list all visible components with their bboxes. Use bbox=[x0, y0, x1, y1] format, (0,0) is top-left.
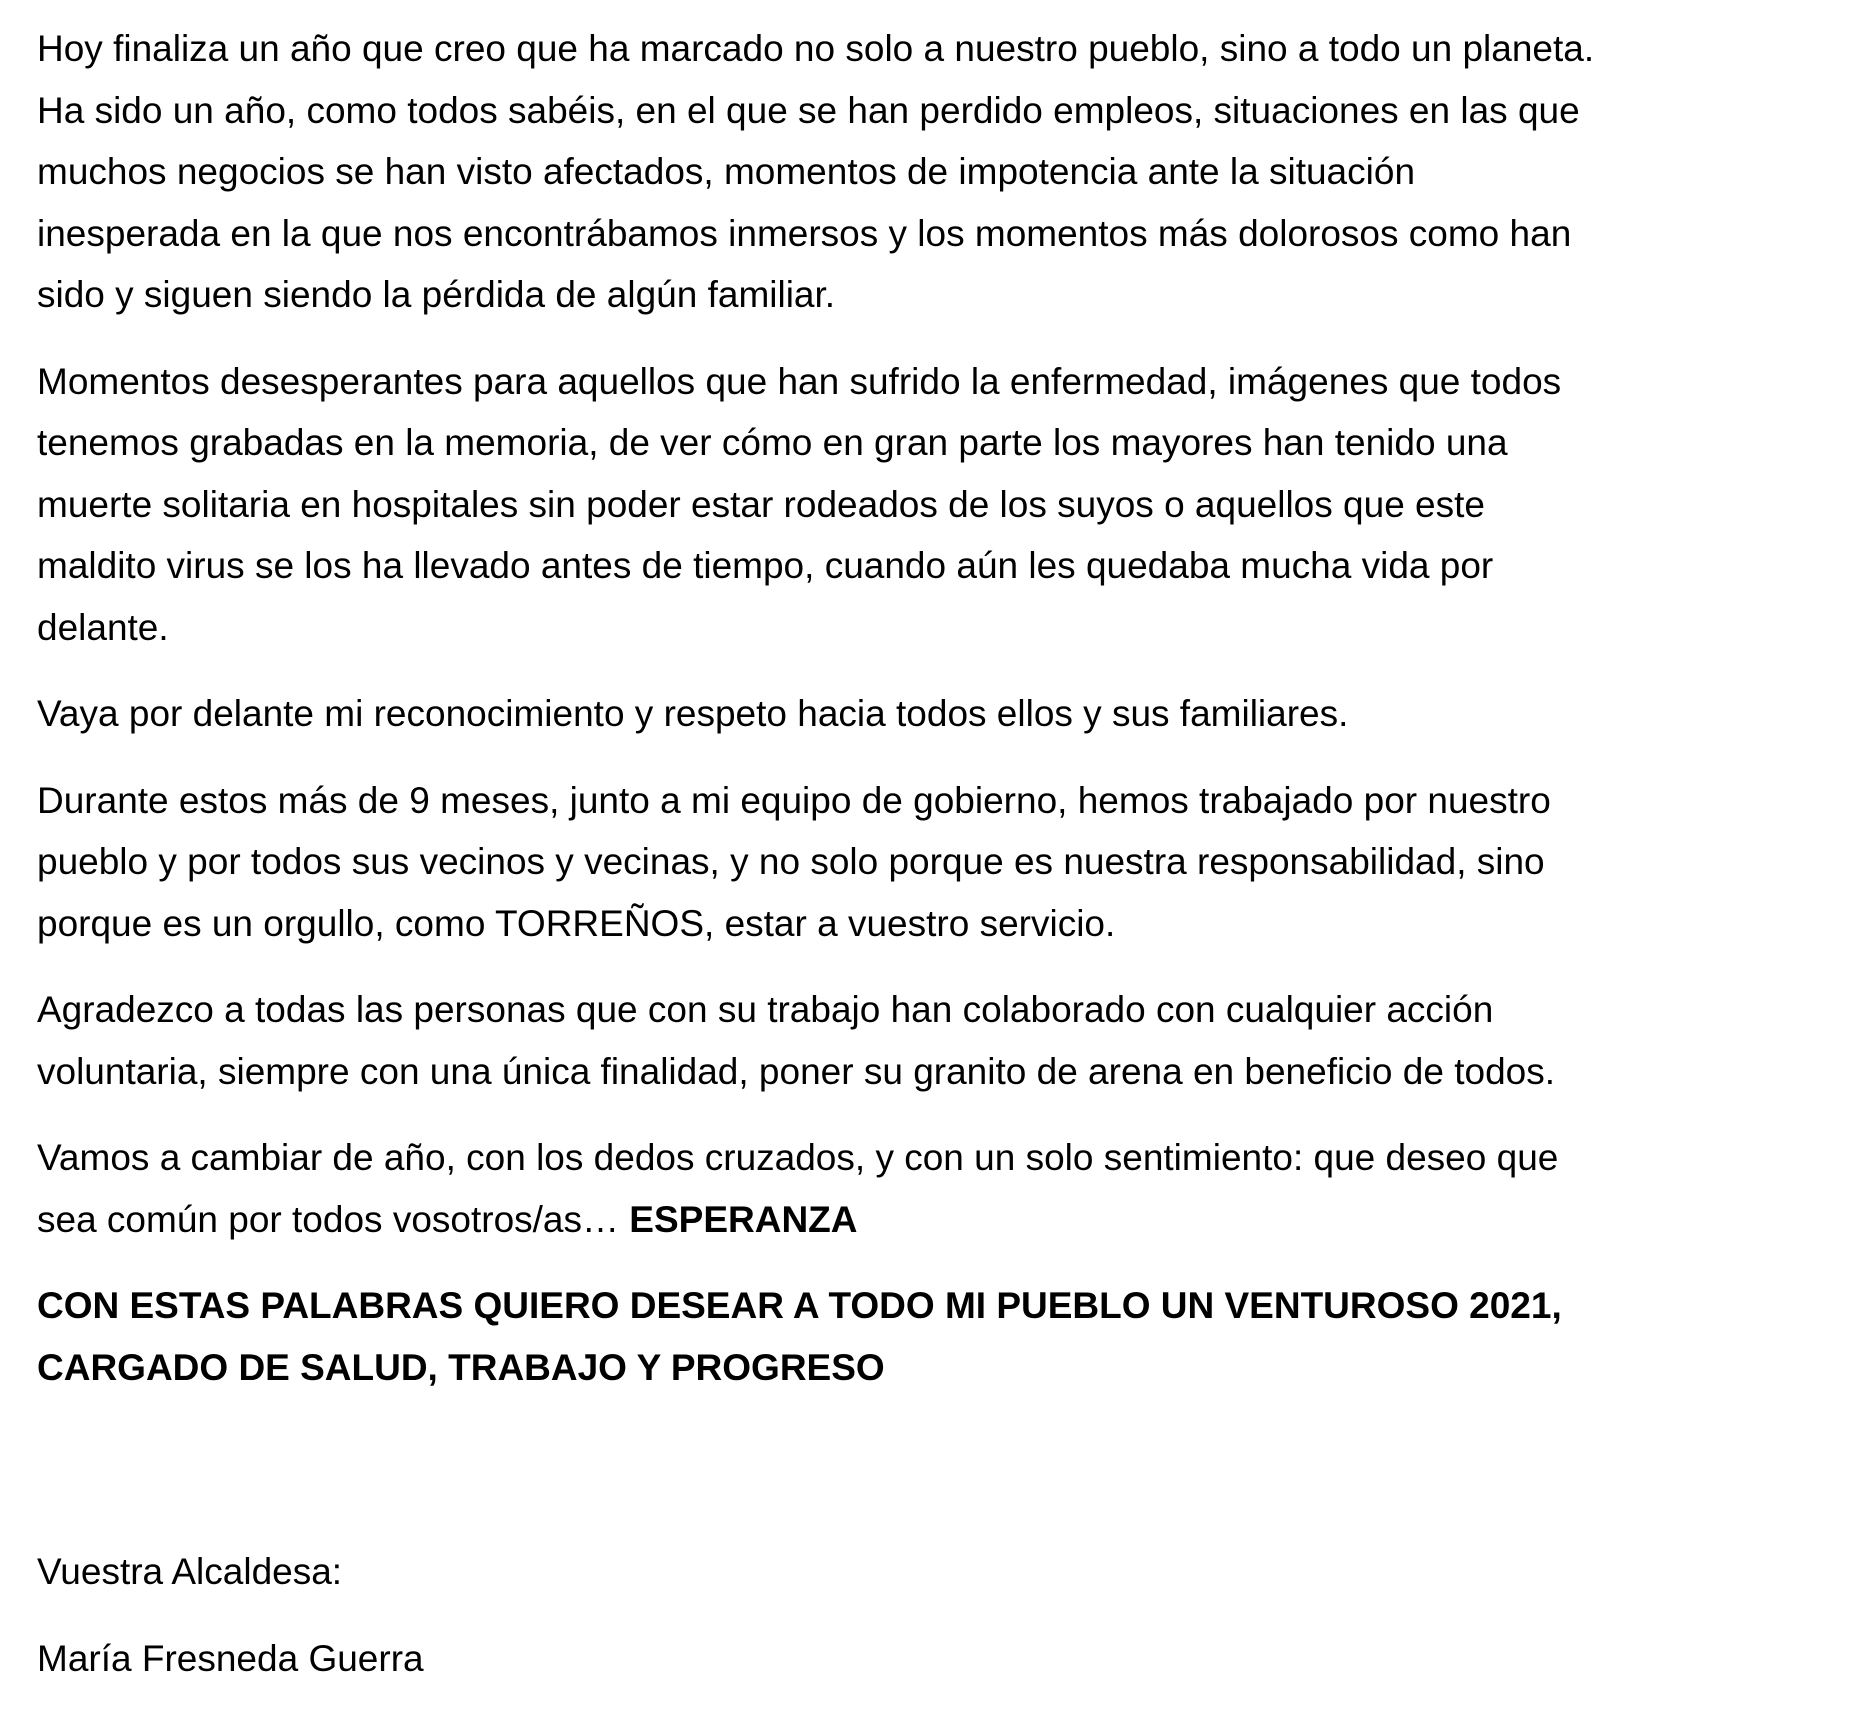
text-line: Vamos a cambiar de año, con los dedos cruzados, y con un solo sentimiento: que deseo que bbox=[37, 1137, 1559, 1178]
text-line: inesperada en la que nos encontrábamos inmersos y los momentos más dolorosos como han bbox=[37, 212, 1572, 254]
paragraph-gratitude bbox=[37, 979, 1837, 1102]
signature-title bbox=[37, 1541, 1837, 1603]
text-line: muerte solitaria en hospitales sin poder estar rodeados de los suyos o aquellos que este bbox=[37, 483, 1485, 525]
text-line: porque es un orgullo, como TORREÑOS, estar a vuestro servicio. bbox=[37, 902, 1116, 944]
paragraph-illness bbox=[37, 351, 1837, 659]
text-line: Agradezco a todas las personas que con su trabajo han colaborado con cualquier acción bbox=[37, 989, 1494, 1030]
text-line: sido y siguen siendo la pérdida de algún familiar. bbox=[37, 274, 836, 315]
hope-word: ESPERANZA bbox=[629, 1198, 858, 1240]
text-line: voluntaria, siempre con una única finalidad, poner su granito de arena en beneficio de todos. bbox=[37, 1050, 1556, 1092]
text-line: maldito virus se los ha llevado antes de tiempo, cuando aún les quedaba mucha vida por bbox=[37, 545, 1494, 586]
paragraph-intro bbox=[37, 18, 1837, 326]
text-line: Durante estos más de 9 meses, junto a mi equipo de gobierno, hemos trabajado por nuestro bbox=[37, 779, 1551, 821]
text-line: María Fresneda Guerra bbox=[37, 1637, 424, 1679]
text-line: CON ESTAS PALABRAS QUIERO DESEAR A TODO MI PUEBLO UN VENTUROSO 2021, bbox=[37, 1285, 1562, 1326]
text-line: Hoy finaliza un año que creo que ha marcado no solo a nuestro pueblo, sino a todo un planeta. bbox=[37, 28, 1595, 69]
blank-space bbox=[37, 1423, 1837, 1541]
text-line bbox=[37, 1189, 1837, 1251]
paragraph-respect bbox=[37, 683, 1837, 745]
text-line: Ha sido un año, como todos sabéis, en el que se han perdido empleos, situaciones en las que bbox=[37, 89, 1580, 131]
text-line: Vuestra Alcaldesa: bbox=[37, 1551, 343, 1592]
text-line: muchos negocios se han visto afectados, momentos de impotencia ante la situación bbox=[37, 151, 1416, 192]
text-segment: sea común por todos vosotros/as… bbox=[37, 1198, 630, 1240]
paragraph-hope bbox=[37, 1127, 1837, 1250]
text-line: Vaya por delante mi reconocimiento y respeto hacia todos ellos y sus familiares. bbox=[37, 693, 1349, 734]
text-line: tenemos grabadas en la memoria, de ver cómo en gran parte los mayores han tenido una bbox=[37, 422, 1508, 463]
paragraph-wishes bbox=[37, 1275, 1837, 1398]
text-line: pueblo y por todos sus vecinos y vecinas, y no solo porque es nuestra responsabilidad, sino bbox=[37, 841, 1545, 882]
text-line: CARGADO DE SALUD, TRABAJO Y PROGRESO bbox=[37, 1346, 885, 1388]
text-line: Momentos desesperantes para aquellos que han sufrido la enfermedad, imágenes que todos bbox=[37, 360, 1562, 402]
text-line: delante. bbox=[37, 606, 169, 648]
letter-page bbox=[37, 18, 1837, 1714]
signature-name bbox=[37, 1628, 1837, 1690]
paragraph-government bbox=[37, 770, 1837, 955]
